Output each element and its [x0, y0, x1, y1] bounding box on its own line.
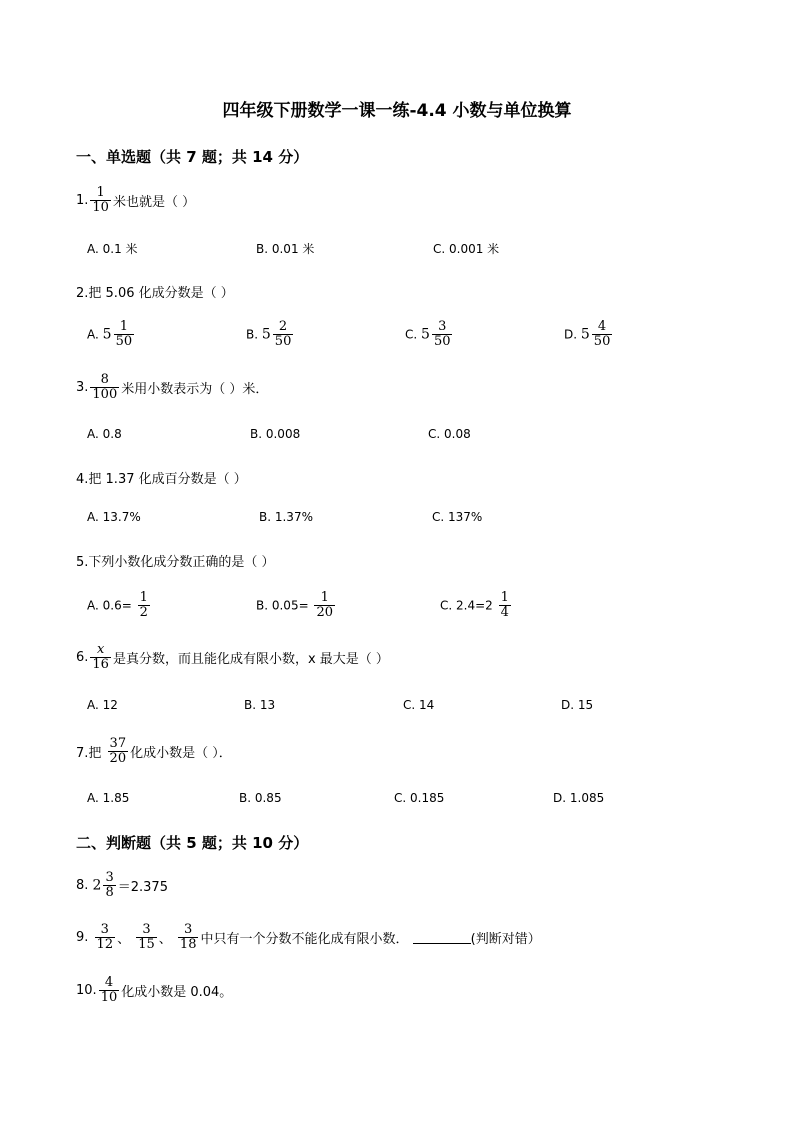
- q4-option-c[interactable]: C. 137%: [432, 510, 483, 524]
- question-9: 9. $\frac{3}{12}$ 、 $\frac{3}{15}$ 、 $\frac{3}{18}$ 中只有一个分数不能化成有限小数． (判断对错）: [76, 922, 541, 952]
- q2-option-b[interactable]: B. 5 $\frac{2}{50}$: [246, 319, 292, 349]
- q2-option-d[interactable]: D. 5 $\frac{4}{50}$: [564, 319, 611, 349]
- q6-option-c[interactable]: C. 14: [403, 698, 435, 712]
- q6-option-b[interactable]: B. 13: [244, 698, 276, 712]
- question-5: 5.下列小数化成分数正确的是（ ）: [76, 555, 275, 570]
- section-heading-single-choice: 一、单选题（共 7 题；共 14 分）: [76, 148, 309, 166]
- q5-option-a[interactable]: A. 0.6= $\frac{1}{2}$: [87, 590, 148, 620]
- fraction: $\frac{37}{20}$: [109, 736, 127, 766]
- answer-blank[interactable]: [413, 931, 471, 944]
- question-10: 10. $\frac{4}{10}$ 化成小数是 0.04。: [76, 975, 233, 1005]
- q7-option-d[interactable]: D. 1.085: [553, 791, 605, 805]
- q5-option-c[interactable]: C. 2.4=2 $\frac{1}{4}$: [440, 590, 509, 620]
- q3-option-c[interactable]: C. 0.08: [428, 427, 471, 441]
- question-7: 7.把 $\frac{37}{20}$ 化成小数是（ ）．: [76, 736, 232, 766]
- q1-option-b[interactable]: B. 0.01 米: [256, 242, 315, 256]
- question-2: 2.把 5.06 化成分数是（ ）: [76, 286, 234, 301]
- question-6: 6. $\frac{x}{16}$ 是真分数，而且能化成有限小数，x 最大是（ ）: [76, 642, 389, 672]
- question-3: 3. $\frac{8}{100}$ 米用小数表示为（ ）米．: [76, 372, 269, 402]
- q1-option-a[interactable]: A. 0.1 米: [87, 242, 138, 256]
- q6-option-d[interactable]: D. 15: [561, 698, 594, 712]
- q3-option-a[interactable]: A. 0.8: [87, 427, 122, 441]
- question-1: [76, 186, 195, 215]
- fraction: $\frac{1}{10}$: [92, 185, 109, 215]
- page-title: 四年级下册数学一课一练-4.4 小数与单位换算: [222, 101, 572, 121]
- question-4: 4.把 1.37 化成百分数是（ ）: [76, 472, 247, 487]
- q7-option-a[interactable]: A. 1.85: [87, 791, 130, 805]
- q4-option-b[interactable]: B. 1.37%: [259, 510, 313, 524]
- q2-option-c[interactable]: C. 5 $\frac{3}{50}$: [405, 319, 451, 349]
- q7-option-c[interactable]: C. 0.185: [394, 791, 445, 805]
- q5-option-b[interactable]: B. 0.05= $\frac{1}{20}$: [256, 590, 333, 620]
- fraction: $\frac{x}{16}$: [92, 642, 109, 672]
- question-8: 8. 2 $\frac{3}{8}$ ＝2.375: [76, 870, 168, 900]
- section-heading-true-false: 二、判断题（共 5 题；共 10 分）: [76, 834, 309, 852]
- q2-option-a[interactable]: A. 5 $\frac{1}{50}$: [87, 319, 133, 349]
- question-text: 米也就是（ ）: [112, 195, 196, 210]
- fraction: $\frac{8}{100}$: [92, 372, 118, 402]
- q3-option-b[interactable]: B. 0.008: [250, 427, 301, 441]
- q4-option-a[interactable]: A. 13.7%: [87, 510, 141, 524]
- q6-option-a[interactable]: A. 12: [87, 698, 118, 712]
- question-number: 1.: [76, 193, 89, 208]
- q7-option-b[interactable]: B. 0.85: [239, 791, 282, 805]
- q1-option-c[interactable]: C. 0.001 米: [433, 242, 500, 256]
